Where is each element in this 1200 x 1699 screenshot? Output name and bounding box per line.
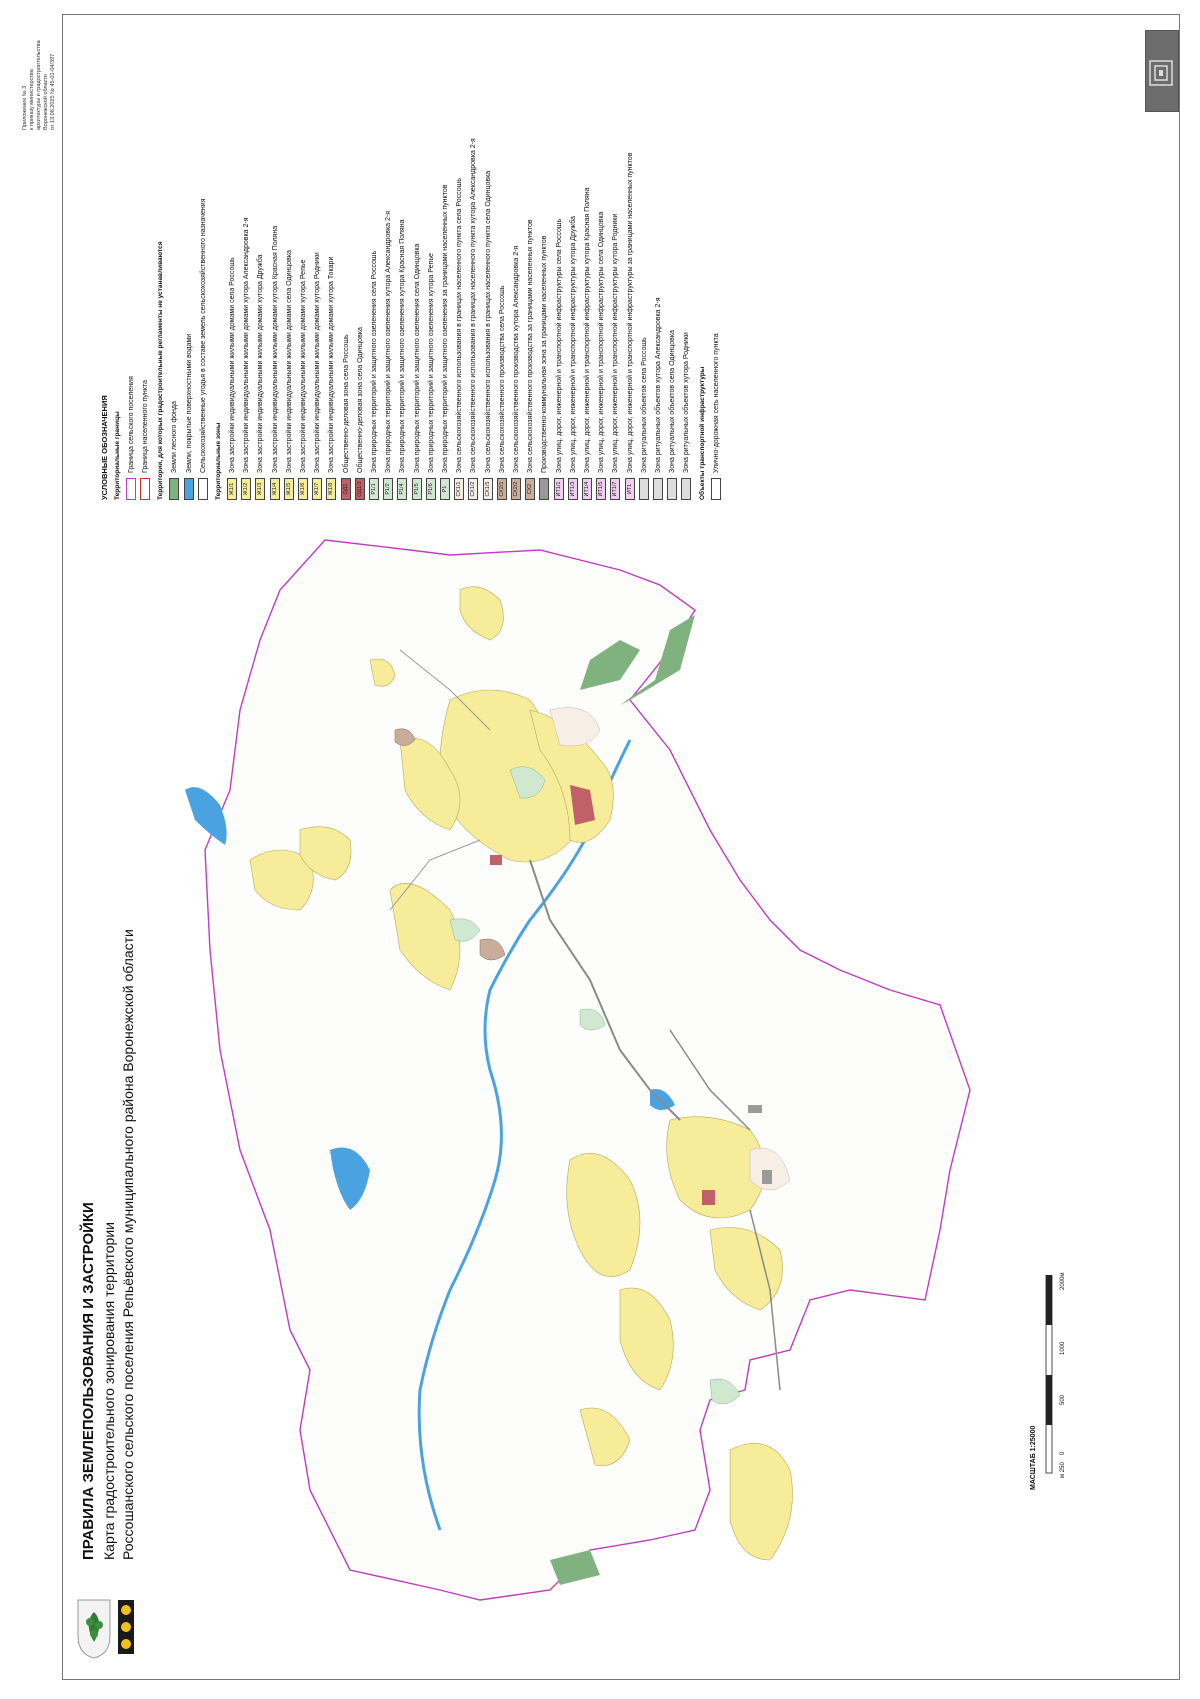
legend-item xyxy=(355,327,365,500)
legend-item xyxy=(198,199,208,501)
legend-label: Зона застройки индивидуальными жилыми домами села Россошь xyxy=(228,257,236,473)
legend-label: Зона застройки индивидуальными жилыми домами хутора Репье xyxy=(299,259,307,473)
legend-group-title: Объекты транспортной инфраструктуры xyxy=(698,366,706,500)
business-zone xyxy=(490,855,502,865)
zoning-map xyxy=(150,530,1030,1680)
legend-label: Производственно-коммунальная зона за границами населенных пунктов xyxy=(540,235,548,473)
legend-label: Зона застройки индивидуальными жилыми домами хутора Дружба xyxy=(256,254,264,473)
legend-label: Зона сельскохозяйственного производства за границами населенных пунктов xyxy=(526,219,534,473)
legend-item xyxy=(298,260,308,500)
legend-item xyxy=(397,219,407,500)
legend-label: Зона сельскохозяйственного использования в границах населенного пункта села Одинцовка xyxy=(484,170,492,473)
legend-item xyxy=(440,185,450,500)
production-zone xyxy=(748,1105,762,1113)
legend-label: Зона ритуальных объектов села Одинцовка xyxy=(668,330,676,473)
legend-swatch: Ж1/7 xyxy=(312,478,322,500)
legend-label: Общественно-деловая зона села Россошь xyxy=(342,334,350,473)
legend-swatch: СХ2/2 xyxy=(511,478,521,500)
legend-label: Зона застройки индивидуальными жилыми домами хутора Александровка 2-я xyxy=(242,217,250,473)
scale-tick-label: 1000 xyxy=(1060,1341,1066,1355)
legend-item xyxy=(582,187,592,500)
legend-swatch xyxy=(198,478,208,500)
legend-label: Земли, покрытые поверхностными водами xyxy=(185,333,193,473)
legend-item xyxy=(312,252,322,500)
legend-label: Сельскохозяйственные угодья в составе земель сельскохозяйственного назначения xyxy=(199,198,207,473)
legend-swatch xyxy=(539,478,549,500)
legend-label: Зона природных территорий и защитного озеленения за границами населенных пунктов xyxy=(441,184,449,473)
legend-label: Граница населенного пункта xyxy=(141,380,149,473)
legend-swatch xyxy=(653,478,663,500)
legend-swatch: ИТ1/7 xyxy=(610,478,620,500)
legend-item xyxy=(426,253,436,500)
legend-label: Зона сельскохозяйственного использования в границах населенного пункта хутора Александровка 2-я xyxy=(469,138,477,473)
legend-item xyxy=(270,226,280,500)
legend-item xyxy=(326,257,336,500)
legend-item xyxy=(483,171,493,500)
scale-title: МАСШТАБ 1:25000 xyxy=(1030,1425,1037,1490)
legend-label: Зона ритуальных объектов хутора Александровка 2-я xyxy=(654,297,662,473)
legend-label: Зона природных территорий и защитного озеленения хутора Александровка 2-я xyxy=(384,210,392,473)
map-title: ПРАВИЛА ЗЕМЛЕПОЛЬЗОВАНИЯ И ЗАСТРОЙКИ xyxy=(80,1202,97,1560)
legend-label: Общественно-деловая зона села Одинцовка xyxy=(356,327,364,473)
legend-swatch: Ж1/6 xyxy=(298,478,308,500)
legend-item xyxy=(255,255,265,500)
legend-item xyxy=(653,297,663,500)
legend-label: Зона улиц, дорог, инженерной и транспортной инфраструктуры за границами населенных пунктов xyxy=(626,152,634,473)
legend-label: Зона природных территорий и защитного озеленения села Одинцовка xyxy=(413,243,421,473)
scale-tick-label: 500 xyxy=(1060,1394,1066,1405)
legend-label: Зона природных территорий и защитного озеленения села Россошь xyxy=(370,250,378,473)
legend-swatch: Р1/2 xyxy=(383,478,393,500)
legend-swatch: Ж1/2 xyxy=(241,478,251,500)
legend-swatch: Ж1/1 xyxy=(227,478,237,500)
legend-heading: УСЛОВНЫЕ ОБОЗНАЧЕНИЯ xyxy=(100,395,109,500)
legend-item xyxy=(412,244,422,500)
legend-swatch xyxy=(140,478,150,500)
scale-bar xyxy=(1044,1275,1058,1475)
lake xyxy=(185,787,227,845)
legend-label: Зона природных территорий и защитного озеленения хутора Репье xyxy=(427,253,435,473)
legend-swatch: ИТ1/3 xyxy=(568,478,578,500)
legend-label: Зона сельскохозяйственного использования в границах населенного пункта села Россошь xyxy=(455,178,463,473)
legend-label: Зона сельскохозяйственного производства села Россошь xyxy=(498,285,506,473)
legend-swatch: Р1/6 xyxy=(426,478,436,500)
legend-swatch: Р1 xyxy=(440,478,450,500)
legend-swatch: ОД1/2 xyxy=(355,478,365,500)
legend-item xyxy=(468,138,478,500)
map-subtitle-territory: Россошанского сельского поселения Репьёвского муниципального района Воронежской области xyxy=(120,929,136,1560)
legend-swatch: СХ1/2 xyxy=(468,478,478,500)
legend-item xyxy=(596,212,606,500)
legend-item xyxy=(126,376,136,500)
legend-swatch: Р1/1 xyxy=(369,478,379,500)
scale-tick-label: 0 xyxy=(1060,1451,1066,1455)
legend-group-title: Территориальные зоны xyxy=(215,422,222,500)
legend-swatch: СХ2 xyxy=(525,478,535,500)
legend-label: Зона ритуальных объектов хутора Родники xyxy=(682,332,690,473)
legend-swatch: ИТ1/1 xyxy=(554,478,564,500)
appendix-note-line: к приказу министерства xyxy=(29,69,35,130)
legend-swatch: Ж1/4 xyxy=(270,478,280,500)
scale-tick-label: 2000м xyxy=(1060,1272,1066,1290)
legend-item xyxy=(639,337,649,500)
legend-label: Зона природных территорий и защитного озеленения хутора Красная Поляна xyxy=(398,219,406,473)
qr-icon xyxy=(1147,58,1175,88)
legend-item xyxy=(454,178,464,500)
legend-label: Зона застройки индивидуальными жилыми домами хутора Красная Поляна xyxy=(271,225,279,473)
legend-item xyxy=(525,219,535,500)
business-zone xyxy=(702,1190,715,1205)
legend-swatch: СХ1/5 xyxy=(483,478,493,500)
legend-swatch xyxy=(169,478,179,500)
legend-item xyxy=(554,219,564,500)
legend-item xyxy=(140,380,150,500)
legend-swatch: ИТ1/5 xyxy=(596,478,606,500)
legend-item xyxy=(284,250,294,500)
appendix-note-line: Воронежской области xyxy=(43,73,49,130)
legend-item xyxy=(610,214,620,500)
legend-label: Зона улиц, дорог, инженерной и транспортной инфраструктуры хутора Красная Поляна xyxy=(583,187,591,473)
legend-label: Зона улиц, дорог, инженерной и транспортной инфраструктуры села Россошь xyxy=(555,218,563,473)
legend-swatch xyxy=(126,478,136,500)
legend-label: Зона сельскохозяйственного производства хутора Александровка 2-я xyxy=(512,245,520,473)
legend-label: Земли лесного фонда xyxy=(170,401,178,473)
legend-label: Зона застройки индивидуальными жилыми домами села Одинцовка xyxy=(285,250,293,473)
legend-swatch: Ж1/5 xyxy=(284,478,294,500)
legend-label: Зона улиц, дорог, инженерной и транспортной инфраструктуры села Одинцовка xyxy=(597,211,605,473)
legend-item xyxy=(681,332,691,500)
appendix-note-line: Приложение № 3 xyxy=(22,85,28,130)
legend-swatch: Ж1/8 xyxy=(326,478,336,500)
legend-label: Улично-дорожная сеть населенного пункта xyxy=(712,333,720,473)
legend-swatch: СХ2/1 xyxy=(497,478,507,500)
legend-swatch: Ж1/3 xyxy=(255,478,265,500)
legend-item xyxy=(568,216,578,500)
legend-label: Зона улиц, дорог, инженерной и транспортной инфраструктуры хутора Родники xyxy=(611,213,619,473)
production-zone xyxy=(762,1170,772,1184)
settlement-boundary xyxy=(205,540,970,1600)
scale-unit-label: м 250 xyxy=(1060,1462,1066,1478)
legend-swatch xyxy=(667,478,677,500)
coat-of-arms-icon xyxy=(72,1592,140,1662)
legend-swatch xyxy=(184,478,194,500)
residential-zone xyxy=(730,1443,793,1560)
appendix-note-line: от 13.08.2025 № 45-01-04/397 xyxy=(50,53,56,130)
legend-item xyxy=(711,333,721,500)
legend-item xyxy=(497,286,507,500)
legend-item xyxy=(511,246,521,500)
legend-item xyxy=(184,334,194,500)
legend-item xyxy=(227,257,237,500)
legend-item xyxy=(169,401,179,500)
legend-label: Зона улиц, дорог, инженерной и транспортной инфраструктуры хутора Дружба xyxy=(569,216,577,473)
legend-swatch: ИТ1/4 xyxy=(582,478,592,500)
legend-item xyxy=(383,211,393,500)
legend-label: Зона застройки индивидуальными жилыми домами хутора Родники xyxy=(313,252,321,473)
legend-swatch: ИТ1 xyxy=(625,478,635,500)
legend-item xyxy=(539,236,549,500)
legend-label: Зона ритуальных объектов села Россошь xyxy=(640,337,648,473)
appendix-note-line: архитектуры и градостроительства xyxy=(36,40,42,130)
legend-swatch xyxy=(639,478,649,500)
legend-item xyxy=(369,251,379,500)
legend-swatch: Р1/5 xyxy=(412,478,422,500)
legend-label: Граница сельского поселения xyxy=(127,376,135,473)
legend-swatch xyxy=(711,478,721,500)
legend-label: Зона застройки индивидуальными жилыми домами хутора Токари xyxy=(327,256,335,473)
legend-item xyxy=(625,153,635,500)
appendix-note xyxy=(22,40,57,130)
legend-item xyxy=(241,217,251,500)
legend-swatch xyxy=(681,478,691,500)
legend-swatch: ОД1 xyxy=(341,478,351,500)
legend-group-title: Территории, для которых градостроительные регламенты не устанавливаются xyxy=(157,241,165,500)
legend-group-title: Территориальные границы xyxy=(114,411,121,500)
legend-swatch: Р1/4 xyxy=(397,478,407,500)
legend-swatch: СХ1/1 xyxy=(454,478,464,500)
legend-item xyxy=(341,334,351,500)
legend-item xyxy=(667,330,677,500)
map-subtitle: Карта градостроительного зонирования территории xyxy=(101,1222,117,1560)
